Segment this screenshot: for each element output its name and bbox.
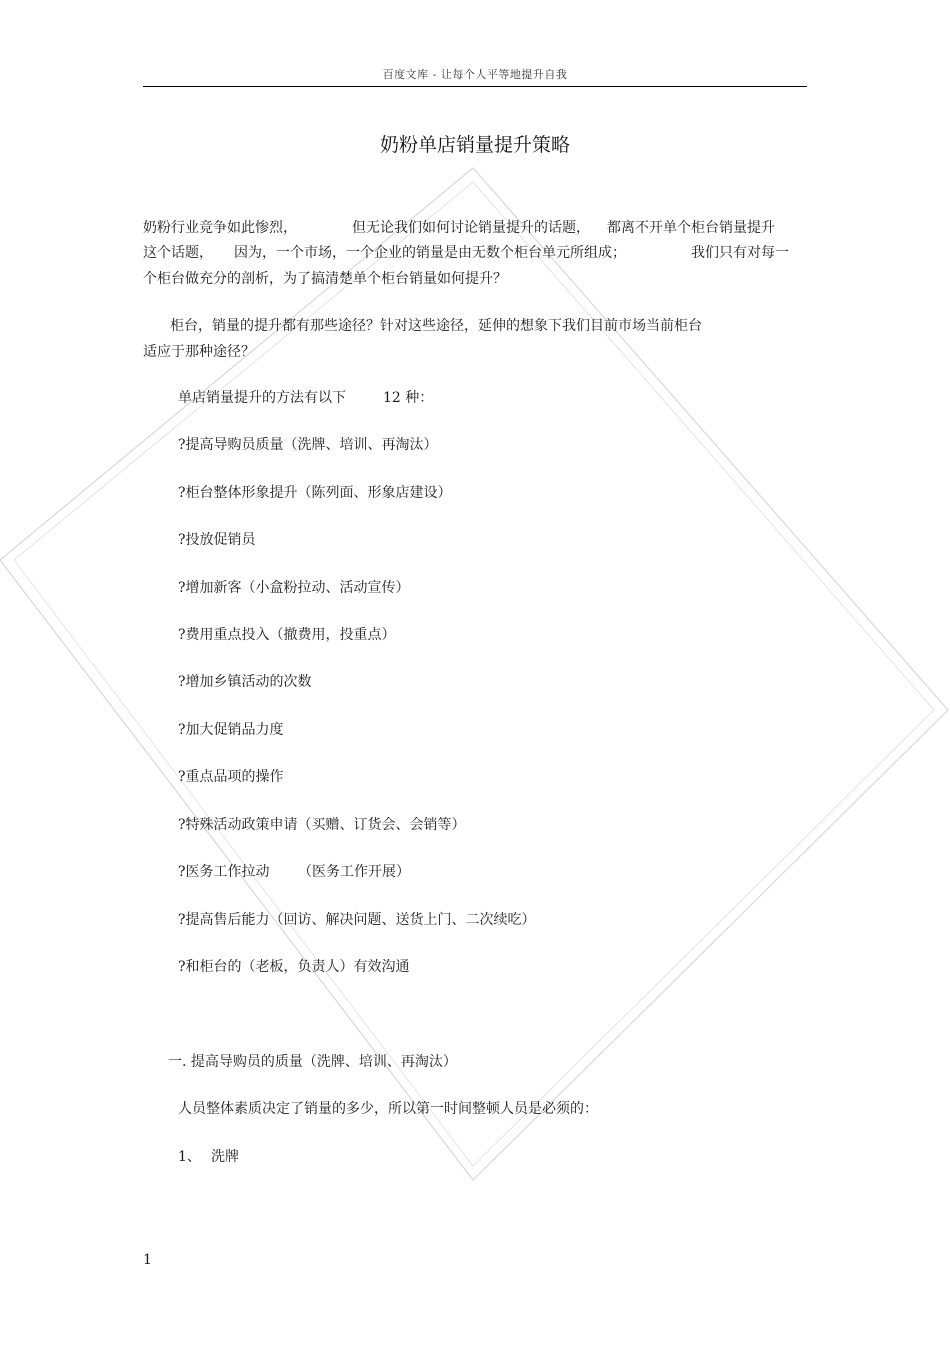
method-item: ?医务工作拉动: [178, 864, 270, 880]
method-item: ?投放促销员: [178, 532, 256, 548]
method-item: ?增加乡镇活动的次数: [178, 674, 312, 690]
para2-line1: 柜台，销量的提升都有那些途径？针对这些途径，延伸的想象下我们目前市场当前柜台: [170, 318, 702, 334]
methods-count: 12 种：: [383, 390, 434, 406]
intro-line1-c: 都离不开单个柜台销量提升: [607, 220, 775, 236]
intro-line2-c: 我们只有对每一: [691, 245, 789, 261]
method-item: ?特殊活动政策申请（买赠、订货会、会销等）: [178, 817, 466, 833]
intro-line1-a: 奶粉行业竞争如此惨烈，: [143, 220, 297, 236]
section1-body: 人员整体素质决定了销量的多少，所以第一时间整顿人员是必须的：: [178, 1101, 598, 1117]
section1-item-text: 洗牌: [211, 1149, 239, 1165]
document-title: 奶粉单店销量提升策略: [379, 134, 570, 156]
page-number: 1: [143, 1252, 152, 1268]
para2-line2: 适应于那种途径？: [143, 344, 255, 360]
intro-line1-b: 但无论我们如何讨论销量提升的话题，: [352, 220, 590, 236]
section1-heading: 一. 提高导购员的质量（洗牌、培训、再淘汰）: [168, 1054, 457, 1070]
intro-line2-b: 因为，一个市场，一个企业的销量是由无数个柜台单元所组成；: [234, 245, 626, 261]
methods-intro: 单店销量提升的方法有以下: [178, 390, 346, 406]
section1-item-number: 1、: [178, 1149, 201, 1165]
method-item: ?加大促销品力度: [178, 722, 284, 738]
method-item: ?提高售后能力（回访、解决问题、送货上门、二次续吃）: [178, 912, 536, 928]
method-item: ?和柜台的（老板，负责人）有效沟通: [178, 959, 410, 975]
method-item: ?费用重点投入（撤费用，投重点）: [178, 627, 396, 643]
method-item: ?增加新客（小盒粉拉动、活动宣传）: [178, 580, 410, 596]
intro-line3: 个柜台做充分的剖析，为了搞清楚单个柜台销量如何提升？: [143, 271, 507, 287]
method-item: ?提高导购员质量（洗牌、培训、再淘汰）: [178, 437, 438, 453]
method-item: ?柜台整体形象提升（陈列面、形象店建设）: [178, 485, 452, 501]
method-item: ?重点品项的操作: [178, 769, 284, 785]
intro-line2-a: 这个话题，: [143, 245, 213, 261]
method-item-note: （医务工作开展）: [298, 864, 410, 880]
page-header: 百度文库 - 让每个人平等地提升自我: [382, 68, 568, 81]
header-divider: [143, 86, 807, 87]
